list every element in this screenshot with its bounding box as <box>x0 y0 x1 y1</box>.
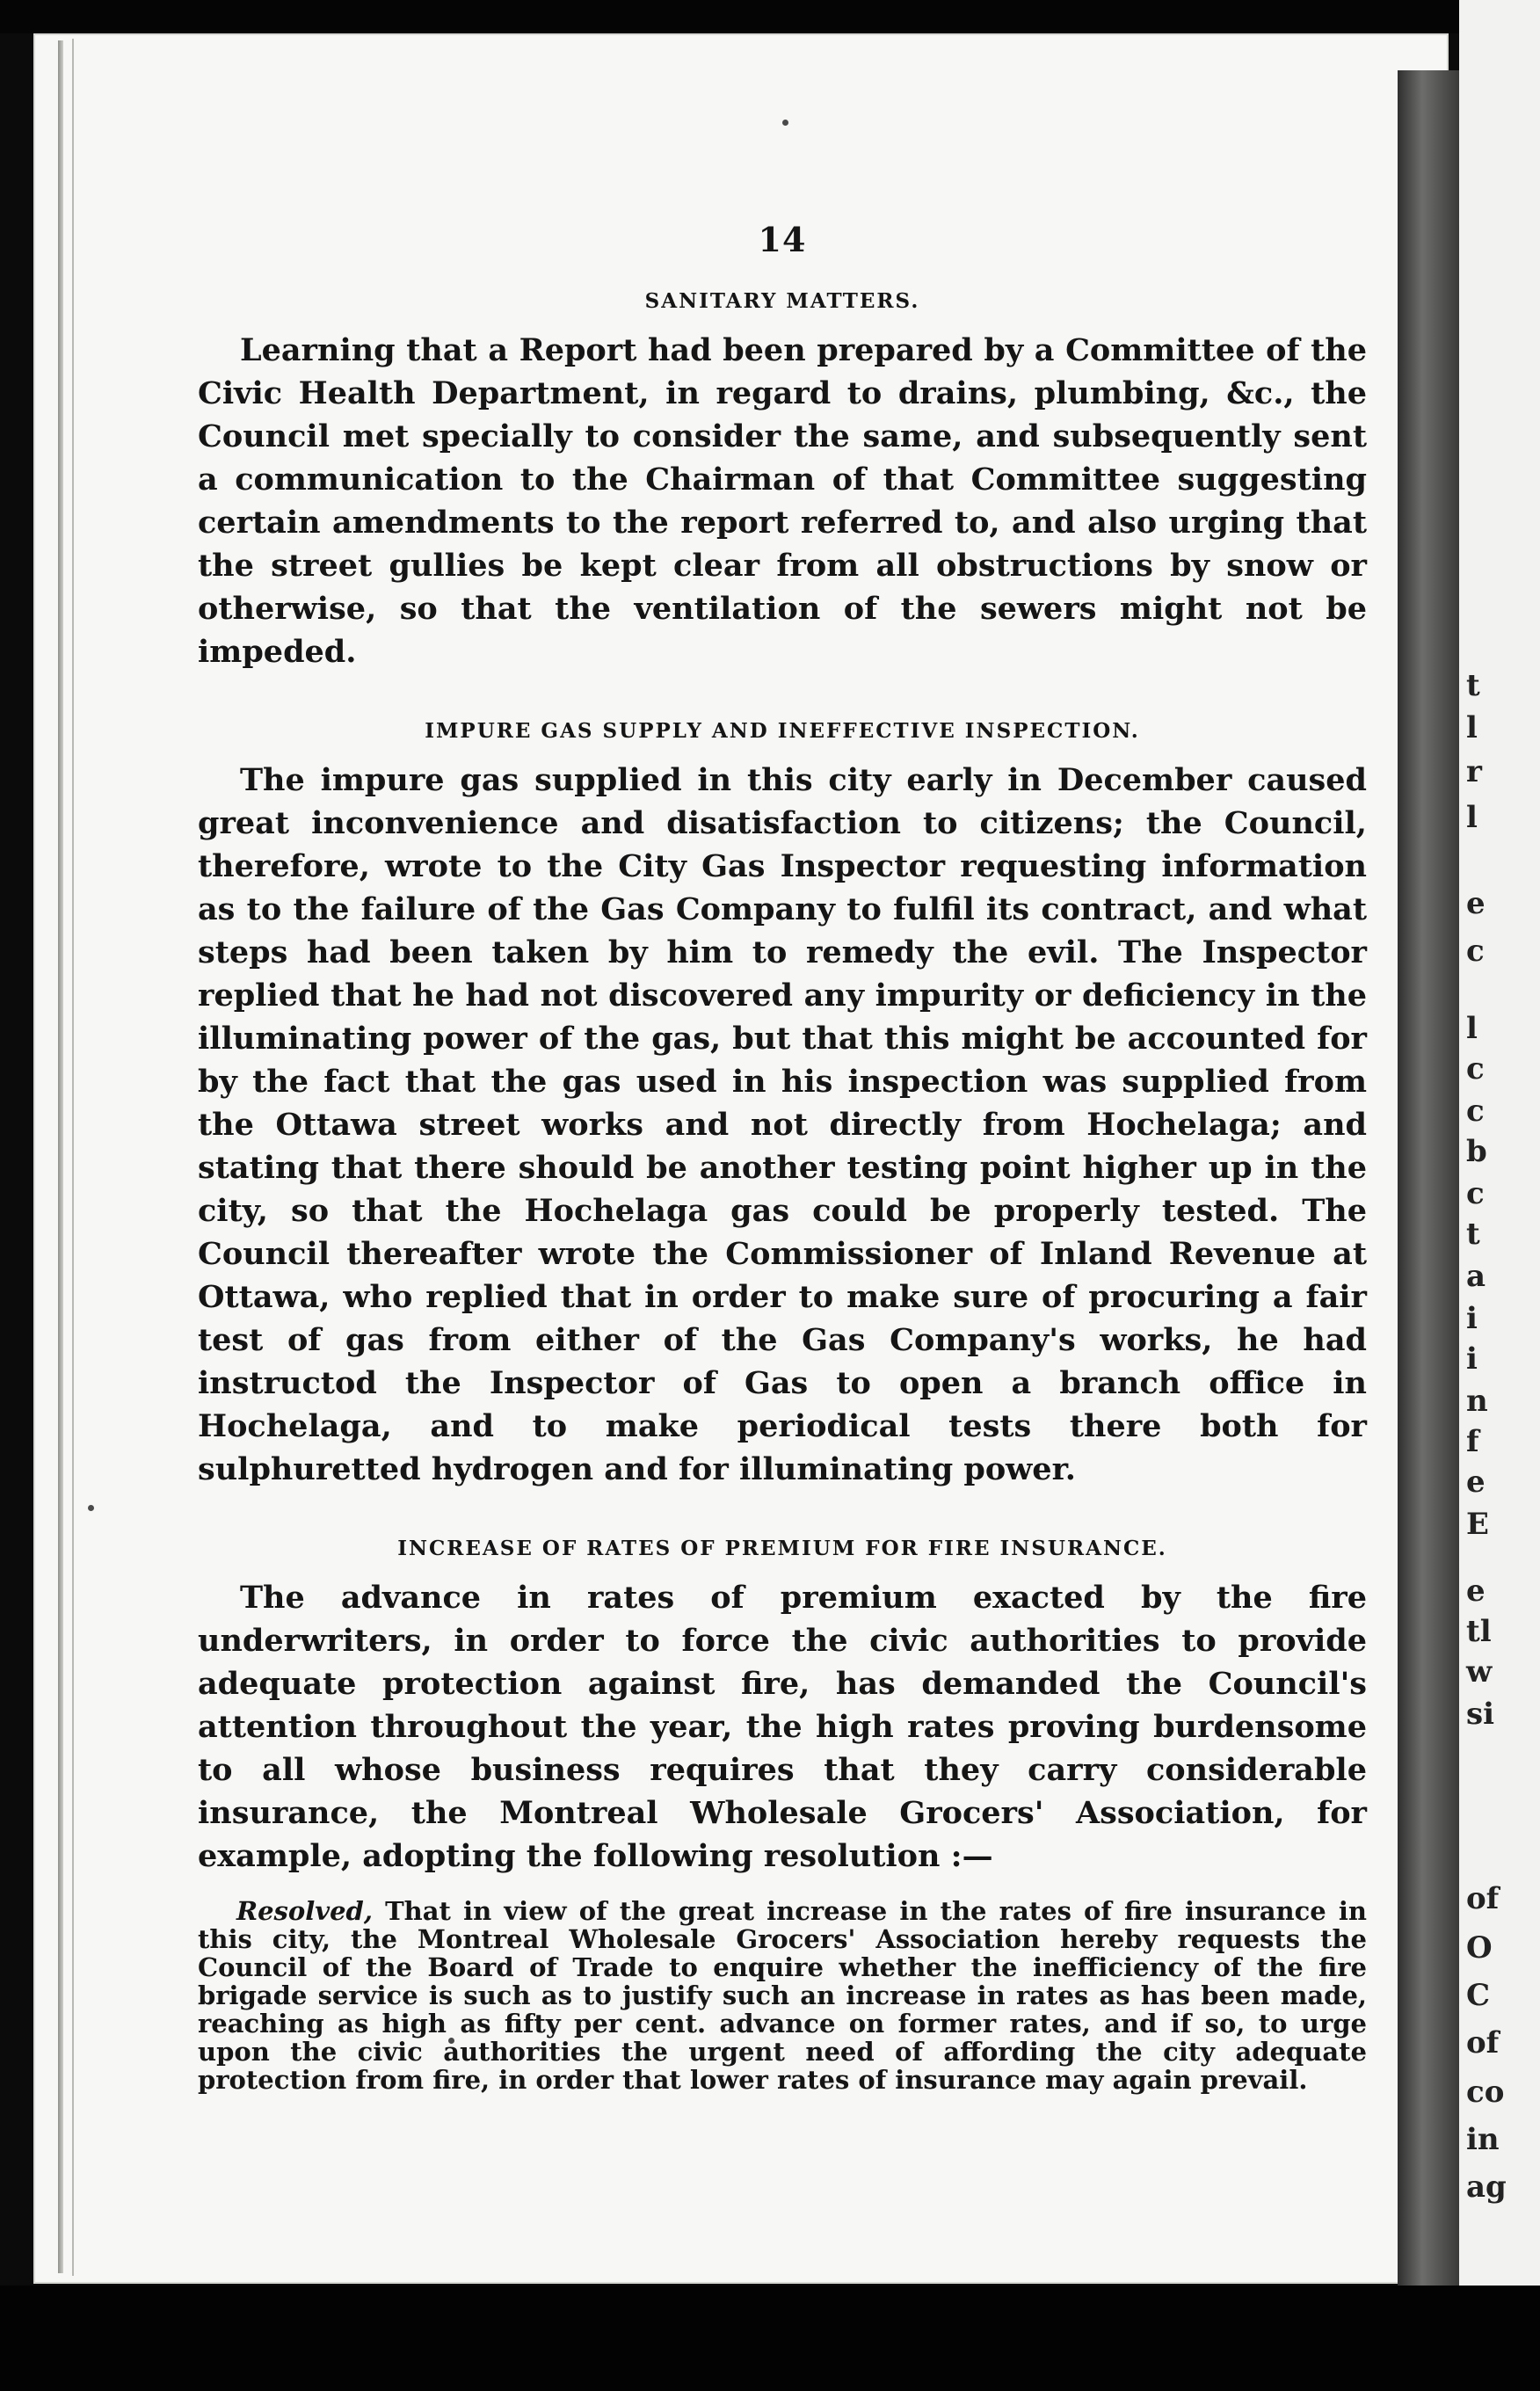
adjacent-page-letter: of <box>1466 2025 1500 2060</box>
section-body-gas-supply: The impure gas supplied in this city early in December caused great inconvenience and disatisfaction to citizens; the Council, therefore, wrote to the City Gas Inspector requesting information as to the failure of the Gas Company to fulfil its contract, and what steps had been taken by him to remedy the evil. The Inspector replied that he had not discovered any impurity or deficiency in the illuminating power of the gas, but that this might be accounted for by the fact that the gas used in his inspection was supplied from the Ottawa street works and not directly from Hochelaga; and stating that there should be another testing point higher up in the city, so that the Hochelaga gas could be properly tested. The Council thereafter wrote the Commissioner of Inland Revenue at Ottawa, who replied that in order to make sure of procuring a fair test of gas from either of the Gas Company's works, he had instructod the Inspector of Gas to open a branch office in Hochelaga, and to make periodical tests there both for sulphuretted hydrogen and for illuminating power. <box>198 762 1367 1487</box>
adjacent-page-fragment <box>1459 0 1540 2391</box>
adjacent-page-letter: c <box>1466 1094 1485 1129</box>
adjacent-page-letter: l <box>1466 1011 1478 1046</box>
adjacent-page-letter: of <box>1466 1881 1500 1916</box>
adjacent-page-letter: i <box>1466 1341 1478 1377</box>
adjacent-page-letter: e <box>1466 1464 1486 1500</box>
section-heading-sanitary: SANITARY MATTERS. <box>644 289 920 313</box>
adjacent-page-letter: n <box>1466 1384 1488 1419</box>
adjacent-page-letter: l <box>1466 710 1478 745</box>
adjacent-page-letter: r <box>1466 754 1482 789</box>
page-content <box>198 220 1367 2094</box>
page-binding-edge <box>58 40 63 2273</box>
resolution-lead: Resolved, <box>236 1896 373 1926</box>
adjacent-page-letter: tl <box>1466 1614 1492 1649</box>
book-gutter <box>1398 70 1459 2321</box>
section-heading-gas-supply: IMPURE GAS SUPPLY AND INEFFECTIVE INSPECTION. <box>425 719 1140 743</box>
adjacent-page-letter: in <box>1466 2122 1500 2157</box>
section-body-sanitary: Learning that a Report had been prepared by a Committee of the Civic Health Department, in regard to drains, plumbing, &c., the Council met specially to consider the same, and subsequently sent a communication to the Chairman of that Committee suggesting certain amendments to the report referred to, and also urging that the street gullies be kept clear from all obstructions by snow or otherwise, so that the ventilation of the sewers might not be impeded. <box>198 332 1367 670</box>
adjacent-page-letter: t <box>1466 1217 1480 1252</box>
adjacent-page-letter: l <box>1466 800 1478 835</box>
adjacent-page-letter: e <box>1466 1573 1486 1609</box>
adjacent-page-letter: f <box>1466 1424 1479 1459</box>
speck-mark <box>88 1505 94 1511</box>
adjacent-page-letter: O <box>1466 1930 1493 1966</box>
adjacent-page-letter: c <box>1466 934 1485 969</box>
scan-border-top <box>0 0 1540 33</box>
adjacent-page-letter: C <box>1466 1978 1491 2013</box>
adjacent-page-letter: t <box>1466 668 1480 703</box>
page-number: 14 <box>758 220 807 259</box>
adjacent-page-letter: c <box>1466 1176 1485 1211</box>
speck-mark <box>782 120 788 126</box>
scan-border-bottom <box>0 2286 1540 2391</box>
adjacent-page-letter: w <box>1466 1654 1493 1690</box>
adjacent-page-letter: E <box>1466 1507 1489 1542</box>
adjacent-page-letter: b <box>1466 1134 1487 1169</box>
adjacent-page-letter: c <box>1466 1051 1485 1086</box>
section-body-fire-insurance: The advance in rates of premium exacted by the fire underwriters, in order to force the civic authorities to provide adequate protection against fire, has demanded the Council's attention throughout the year, the high rates proving burdensome to all whose business requires that they carry considerable insurance, the Montreal Wholesale Grocers' Association, for example, adopting the following resolution :— <box>198 1580 1367 1874</box>
resolution-text: That in view of the great increase in the rates of fire insurance in this city, the Montreal Wholesale Grocers' Association hereby requests the Council of the Board of Trade to enquire whether the inefficiency of the fire brigade service is such as to justify such an increase in rates as has been made, reaching as high as fifty per cent. advance on former rates, and if so, to urge upon the civic authorities the urgent need of affording the city adequate protection from fire, in order that lower rates of insurance may again prevail. <box>198 1896 1367 2095</box>
adjacent-page-letter: ag <box>1466 2169 1507 2205</box>
adjacent-page-letter: si <box>1466 1697 1495 1732</box>
section-heading-fire-insurance: INCREASE OF RATES OF PREMIUM FOR FIRE INSURANCE. <box>397 1537 1167 1560</box>
adjacent-page-letter: co <box>1466 2075 1505 2110</box>
page-binding-line <box>72 39 74 2276</box>
adjacent-page-letter: i <box>1466 1301 1478 1336</box>
adjacent-page-letter: e <box>1466 886 1486 921</box>
resolution-quote <box>198 1897 1367 2094</box>
adjacent-page-letter: a <box>1466 1259 1486 1294</box>
